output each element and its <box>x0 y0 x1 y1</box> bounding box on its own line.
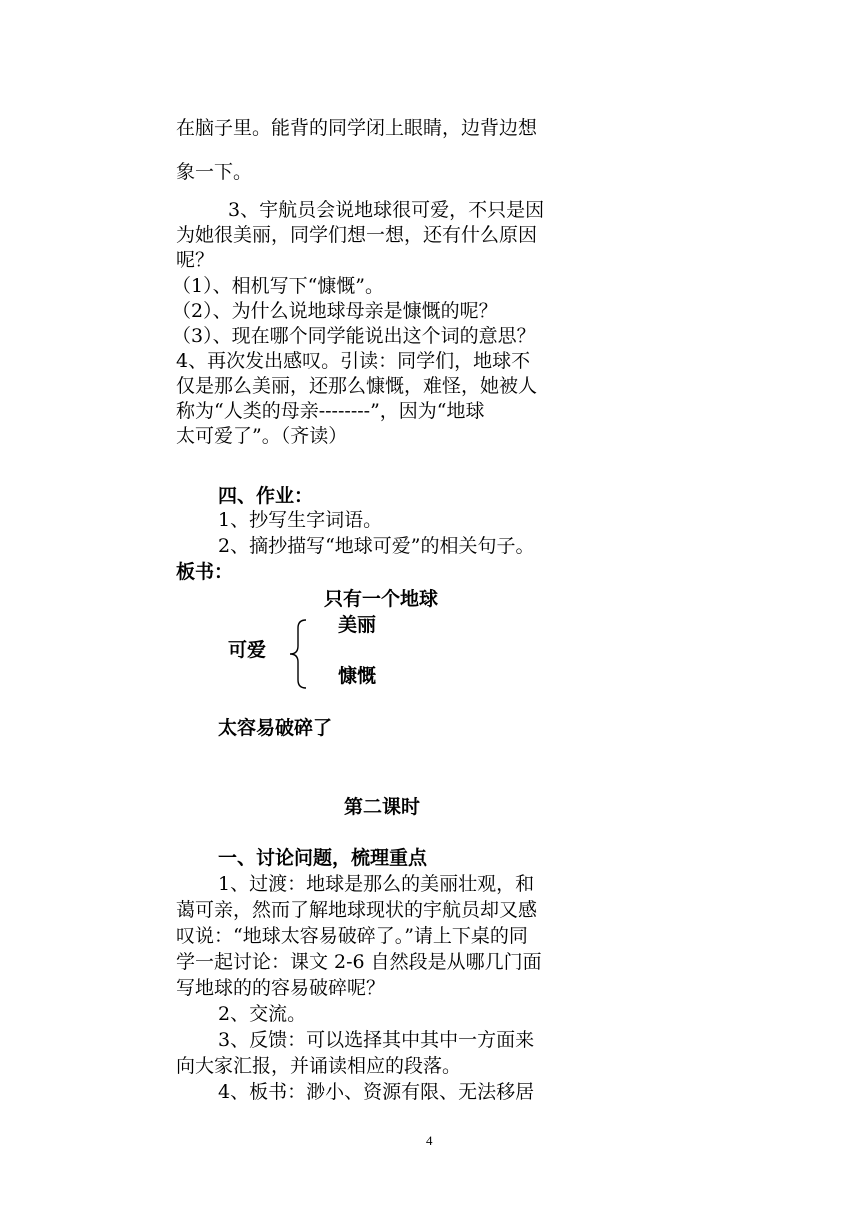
text-line: 称为“人类的母亲--------”，因为“地球 <box>176 400 485 422</box>
text-line: 向大家汇报，并诵读相应的段落。 <box>176 1055 462 1077</box>
text-line: 3、反馈：可以选择其中其中一方面来 <box>218 1029 535 1051</box>
text-line: （3）、现在哪个同学能说出这个词的意思？ <box>172 325 536 347</box>
section-heading: 一、讨论问题，梳理重点 <box>218 847 428 869</box>
text-line: 为她很美丽，同学们想一想，还有什么原因 <box>176 224 538 246</box>
text-line: 1、过渡：地球是那么的美丽壮观，和 <box>218 873 535 895</box>
text-line: 3、宇航员会说地球很可爱，不只是因 <box>228 199 545 221</box>
text-line: 写地球的的容易破碎呢？ <box>176 977 386 999</box>
text-line: 叹说：“地球太容易破碎了。”请上下桌的同 <box>176 925 528 947</box>
text-line: 4、板书：渺小、资源有限、无法移居 <box>218 1081 535 1103</box>
board-item: 美丽 <box>338 614 377 636</box>
text-line: 2、交流。 <box>218 1003 307 1025</box>
text-line: 学一起讨论：课文 2-6 自然段是从哪几门面 <box>176 951 542 973</box>
text-line: 4、再次发出感叹。引读：同学们，地球不 <box>176 350 531 372</box>
curly-brace <box>288 618 308 690</box>
text-line: 呢？ <box>176 249 215 271</box>
text-line: 2、摘抄描写“地球可爱”的相关句子。 <box>218 535 535 557</box>
text-line: 1、抄写生字词语。 <box>218 509 383 531</box>
text-line: 在脑子里。能背的同学闭上眼睛，边背边想 <box>176 117 538 139</box>
board-item: 太容易破碎了 <box>218 717 333 739</box>
text-line: （2）、为什么说地球母亲是慷慨的呢？ <box>172 300 498 322</box>
board-label: 板书： <box>176 561 234 583</box>
text-line: 蔼可亲，然而了解地球现状的宇航员却又感 <box>176 899 538 921</box>
page-number: 4 <box>426 1133 433 1148</box>
board-item: 慷慨 <box>338 665 377 687</box>
text-line: 仅是那么美丽，还那么慷慨，难怪，她被人 <box>176 375 538 397</box>
section-heading: 四、作业： <box>218 485 314 507</box>
board-item: 可爱 <box>228 639 267 661</box>
text-line: 象一下。 <box>176 161 253 183</box>
text-line: 太可爱了”。（齐读） <box>176 425 348 447</box>
text-line: （1）、相机写下“慷慨”。 <box>172 275 385 297</box>
lesson-title: 第二课时 <box>344 796 421 818</box>
board-title: 只有一个地球 <box>324 588 439 610</box>
